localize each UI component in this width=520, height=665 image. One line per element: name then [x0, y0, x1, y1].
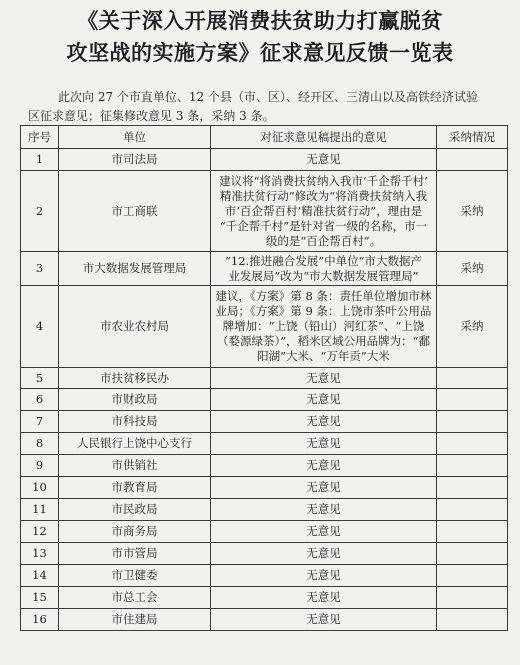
row-unit: 市司法局: [59, 149, 211, 171]
row-opinion: [211, 286, 437, 368]
table-row: [21, 543, 508, 565]
table-row: [21, 499, 508, 521]
row-unit: 市农业农村局: [59, 286, 211, 368]
opinion-line: 无意见: [306, 392, 341, 406]
document-title-line-2: 攻坚战的实施方案》征求意见反馈一览表: [66, 41, 454, 65]
opinion-line: 无意见: [306, 458, 341, 472]
feedback-table: [20, 125, 508, 631]
row-number: 9: [21, 455, 59, 477]
table-header-row: [21, 126, 508, 149]
row-unit: 市教育局: [59, 477, 211, 499]
table-row: [21, 477, 508, 499]
row-number: 8: [21, 433, 59, 455]
row-adopt-status: [437, 455, 508, 477]
opinion-line: （婺源绿茶）”，稻米区域公用品牌为：“鄱: [216, 334, 430, 348]
opinion-line: “12.推进融合发展”中单位“市大数据产: [225, 253, 422, 268]
opinion-line: 阳湖”大米、“万年贡”大米: [257, 349, 390, 363]
row-unit: 市财政局: [59, 389, 211, 411]
header-opinion: 对征求意见稿提出的意见: [211, 126, 437, 149]
row-adopt-status: [437, 149, 508, 171]
row-unit: 市住建局: [59, 609, 211, 631]
opinion-line: 无意见: [306, 370, 341, 385]
row-unit: 市卫健委: [59, 565, 211, 587]
opinion-line: 业局；《方案》第 9 条：上饶市茶叶公用品: [215, 304, 432, 318]
row-opinion: [211, 149, 437, 171]
row-adopt-status: [437, 565, 508, 587]
row-adopt-status: [437, 368, 508, 389]
row-adopt-status: [437, 543, 508, 565]
row-number: 15: [21, 587, 59, 609]
row-adopt-status: [437, 389, 508, 411]
row-number: 6: [21, 389, 59, 411]
row-adopt-status: [437, 609, 508, 631]
table-row: [21, 389, 508, 411]
row-unit: 市扶贫移民办: [59, 368, 211, 389]
row-unit: 市市管局: [59, 543, 211, 565]
table-row: [21, 149, 508, 171]
header-no: 序号: [21, 126, 59, 149]
table-row: [21, 433, 508, 455]
row-opinion: [211, 433, 437, 455]
row-adopt-status: [437, 433, 508, 455]
opinion-line: 无意见: [306, 436, 341, 450]
row-number: 3: [21, 252, 59, 286]
opinion-line: 无意见: [306, 546, 341, 560]
intro-line-1: 此次向 27 个市直单位、12 个县（市、区）、经开区、三清山以及高铁经济试验: [58, 90, 478, 104]
row-unit: 市商务局: [59, 521, 211, 543]
row-opinion: [211, 411, 437, 433]
table-row: [21, 171, 508, 252]
opinion-line: 精准扶贫行动”修改为“将消费扶贫纳入我: [219, 188, 428, 203]
opinion-line: 牌增加：“上饶（铅山）河红茶”、“上饶: [222, 319, 425, 333]
row-adopt-status: 采纳: [437, 252, 508, 286]
row-adopt-status: 采纳: [437, 286, 508, 368]
row-unit: 人民银行上饶中心支行: [59, 433, 211, 455]
row-opinion: [211, 609, 437, 631]
table-body: [21, 149, 508, 631]
row-unit: 市民政局: [59, 499, 211, 521]
row-opinion: [211, 477, 437, 499]
row-opinion: [211, 587, 437, 609]
row-number: 5: [21, 368, 59, 389]
document-title-line-1: 《关于深入开展消费扶贫助力打赢脱贫: [77, 9, 443, 33]
opinion-line: 无意见: [306, 480, 341, 494]
row-opinion: [211, 368, 437, 389]
opinion-line: 无意见: [306, 524, 341, 538]
row-unit: 市供销社: [59, 455, 211, 477]
row-opinion: [211, 521, 437, 543]
row-number: 12: [21, 521, 59, 543]
opinion-line: 无意见: [306, 152, 341, 166]
row-unit: 市工商联: [59, 171, 211, 252]
header-adopt: 采纳情况: [437, 126, 508, 149]
row-number: 2: [21, 171, 59, 252]
row-unit: 市科技局: [59, 411, 211, 433]
row-adopt-status: [437, 587, 508, 609]
row-opinion: [211, 543, 437, 565]
header-unit: 单位: [59, 126, 211, 149]
row-opinion: [211, 565, 437, 587]
row-unit: 市大数据发展管理局: [59, 252, 211, 286]
opinion-line: 无意见: [306, 568, 341, 582]
row-number: 1: [21, 149, 59, 171]
opinion-line: 无意见: [306, 612, 341, 626]
row-number: 11: [21, 499, 59, 521]
row-opinion: [211, 252, 437, 286]
row-adopt-status: [437, 477, 508, 499]
row-adopt-status: [437, 411, 508, 433]
row-adopt-status: [437, 521, 508, 543]
row-number: 7: [21, 411, 59, 433]
row-number: 10: [21, 477, 59, 499]
row-opinion: [211, 499, 437, 521]
row-adopt-status: [437, 499, 508, 521]
table-row: [21, 252, 508, 286]
table-row: [21, 411, 508, 433]
opinion-line: “千企帮千村”是针对省一级的名称，市一: [219, 218, 428, 233]
row-number: 4: [21, 286, 59, 368]
row-number: 13: [21, 543, 59, 565]
opinion-line: 无意见: [306, 590, 341, 604]
opinion-line: 市‘百企帮百村’精准扶贫行动”，理由是: [224, 203, 423, 218]
row-number: 14: [21, 565, 59, 587]
table-row: [21, 286, 508, 368]
opinion-line: 业发展局”改为“市大数据发展管理局”: [228, 268, 419, 283]
table-row: [21, 565, 508, 587]
table-row: [21, 609, 508, 631]
row-unit: 市总工会: [59, 587, 211, 609]
table-row: [21, 455, 508, 477]
opinion-line: 建议将“将消费扶贫纳入我市‘千企帮千村’: [219, 173, 428, 188]
row-opinion: [211, 171, 437, 252]
opinion-line: 级的是“百企帮百村”。: [265, 233, 382, 248]
row-opinion: [211, 455, 437, 477]
table-row: [21, 587, 508, 609]
table-row: [21, 368, 508, 389]
intro-line-2: 区征求意见；征集修改意见 3 条，采纳 3 条。: [28, 109, 275, 123]
opinion-line: 无意见: [306, 414, 341, 428]
row-opinion: [211, 389, 437, 411]
opinion-line: 无意见: [306, 502, 341, 516]
table-row: [21, 521, 508, 543]
row-number: 16: [21, 609, 59, 631]
opinion-line: 建议，《方案》第 8 条：责任单位增加市林: [215, 289, 432, 303]
row-adopt-status: 采纳: [437, 171, 508, 252]
